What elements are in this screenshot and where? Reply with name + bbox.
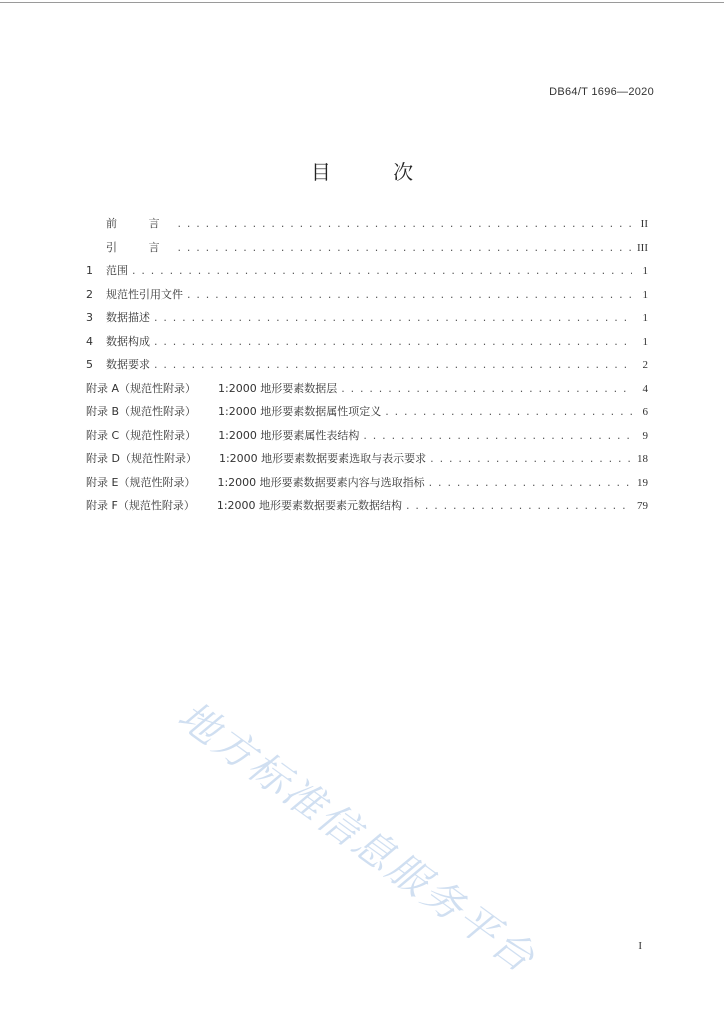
toc-entry-scope[interactable] xyxy=(86,262,648,286)
page-number: I xyxy=(638,940,642,952)
toc-entry-appendix-e[interactable] xyxy=(86,474,648,498)
toc-label: 1:2000 地形要素数据层 xyxy=(218,381,338,395)
toc-label: 引 言 xyxy=(106,240,174,254)
toc-leader-dots xyxy=(178,241,633,254)
toc-page-number: 1 xyxy=(642,335,648,348)
toc-label: 1:2000 地形要素数据属性项定义 xyxy=(218,405,382,418)
toc-page-number: 4 xyxy=(642,382,648,395)
toc-page-number: II xyxy=(640,218,648,230)
toc-appendix-prefix: 附录 E（规范性附录） xyxy=(86,475,196,489)
toc-leader-dots xyxy=(154,335,632,348)
toc-leader-dots xyxy=(341,382,632,395)
top-rule xyxy=(0,2,724,3)
toc-entry-appendix-d[interactable] xyxy=(86,450,648,474)
toc-label: 前 言 xyxy=(106,217,174,230)
toc-label: 规范性引用文件 xyxy=(106,287,183,301)
toc-page-number: 18 xyxy=(637,453,648,465)
toc-page-number: 2 xyxy=(642,359,648,371)
toc-appendix-prefix: 附录 D（规范性附录） xyxy=(86,452,197,465)
toc-entry-data-description[interactable] xyxy=(86,309,648,333)
toc-entry-introduction[interactable] xyxy=(86,239,648,263)
toc-entry-appendix-b[interactable] xyxy=(86,403,648,427)
toc-number: 2 xyxy=(86,287,93,301)
toc-leader-dots xyxy=(187,288,632,301)
toc-number: 4 xyxy=(86,334,93,348)
toc-leader-dots xyxy=(154,311,632,324)
toc-entry-data-composition[interactable] xyxy=(86,333,648,357)
toc-appendix-prefix: 附录 B（规范性附录） xyxy=(86,405,197,418)
toc-appendix-prefix: 附录 F（规范性附录） xyxy=(86,499,195,512)
toc-entry-appendix-a[interactable] xyxy=(86,380,648,404)
toc-label: 数据构成 xyxy=(106,334,150,348)
toc-number: 3 xyxy=(86,311,93,324)
toc-number: 1 xyxy=(86,264,93,277)
watermark: 地方标准信息服务平台 xyxy=(169,692,545,983)
toc-leader-dots xyxy=(363,429,632,442)
toc-label: 1:2000 地形要素数据要素元数据结构 xyxy=(216,499,403,512)
toc-entry-foreword[interactable] xyxy=(86,215,648,239)
toc-page-number: 1 xyxy=(642,265,648,277)
page-title: 目 次 xyxy=(310,160,442,184)
toc-leader-dots xyxy=(178,217,633,230)
toc-page-number: 1 xyxy=(642,288,648,301)
toc-leader-dots xyxy=(132,264,632,277)
toc-leader-dots xyxy=(406,499,632,512)
toc-page-number: 19 xyxy=(637,476,648,489)
toc-appendix-prefix: 附录 C（规范性附录） xyxy=(86,428,197,442)
toc-page-number: 9 xyxy=(642,429,648,442)
toc-entry-appendix-c[interactable] xyxy=(86,427,648,451)
toc-leader-dots xyxy=(154,358,632,371)
toc-label: 1:2000 地形要素数据要素内容与选取指标 xyxy=(217,475,425,489)
toc-entry-normative-references[interactable] xyxy=(86,286,648,310)
toc-entry-data-requirements[interactable] xyxy=(86,356,648,380)
toc-label: 数据描述 xyxy=(106,311,150,324)
toc-page-number: 1 xyxy=(642,312,648,324)
toc-page-number: 79 xyxy=(637,500,648,512)
toc-label: 1:2000 地形要素属性表结构 xyxy=(218,428,360,442)
toc-label: 1:2000 地形要素数据要素选取与表示要求 xyxy=(218,452,427,465)
toc-page-number: III xyxy=(637,241,648,254)
standard-number: DB64/T 1696—2020 xyxy=(549,86,654,98)
toc-label: 范围 xyxy=(106,264,128,277)
toc-page-number: 6 xyxy=(642,406,648,418)
toc-leader-dots xyxy=(385,405,632,418)
table-of-contents xyxy=(86,215,648,521)
toc-appendix-prefix: 附录 A（规范性附录） xyxy=(86,381,197,395)
toc-label: 数据要求 xyxy=(106,358,150,371)
toc-leader-dots xyxy=(429,476,632,489)
toc-leader-dots xyxy=(430,452,632,465)
toc-entry-appendix-f[interactable] xyxy=(86,497,648,521)
toc-number: 5 xyxy=(86,358,93,371)
